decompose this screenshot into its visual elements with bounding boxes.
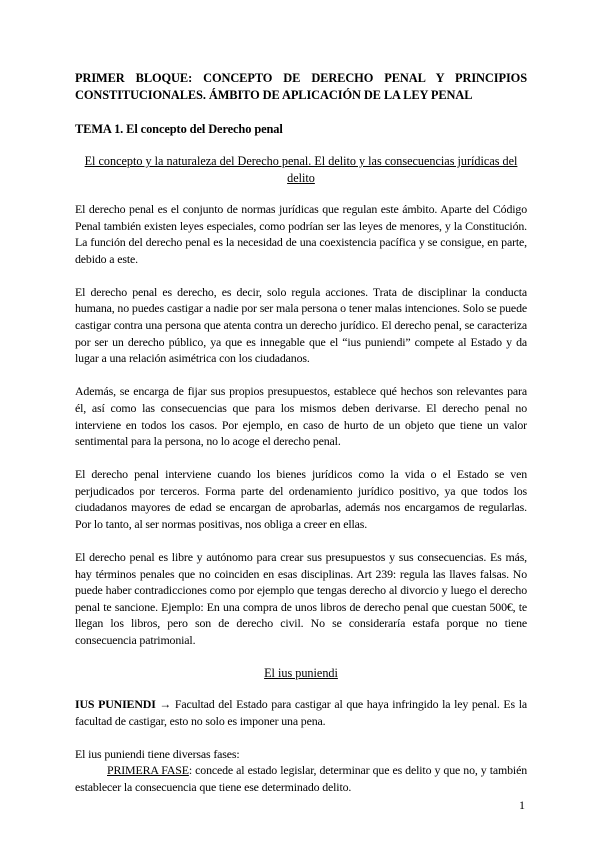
page-number: 1 xyxy=(519,798,525,812)
paragraph-2: El derecho penal es derecho, es decir, solo regula acciones. Trata de disciplinar la conducta humana, no puedes castigar a nadie por ser mala persona o tener malas intenciones. Solo se puede castigar contra una persona que atenta contra un derecho jurídico. El derecho penal, se caracteriza por ser un derecho público, ya que es innegable que el “ius puniendi” compete al Estado y da lugar a una relación asimétrica con los ciudadanos. xyxy=(75,284,527,366)
document-page xyxy=(75,70,527,796)
section-heading-concepto: El concepto y la naturaleza del Derecho penal. El delito y las consecuencias jurídicas del delito xyxy=(84,154,518,185)
paragraph-1: El derecho penal es el conjunto de normas jurídicas que regulan este ámbito. Aparte del Código Penal también existen leyes especiales, como podrían ser las leyes de menores, y la Constitución. La función del derecho penal es la necesidad de una coexistencia pacífica y se consigue, en parte, debido a este. xyxy=(75,202,527,266)
phase-1-text: : concede al estado legislar, determinar que es delito y que no, y también establecer la consecuencia que tiene ese determinado delito. xyxy=(75,763,527,795)
paragraph-3: Además, se encarga de fijar sus propios presupuestos, establece qué hechos son relevantes para él, así como las consecuencias que para los mismos deben derivarse. El derecho penal no interviene en todos los casos. Por ejemplo, en caso de hurto de un objeto que tiene un valor sentimental para la persona, no lo acoge el derecho penal. xyxy=(75,384,527,449)
ius-puniendi-text: → Facultad del Estado para castigar al que haya infringido la ley penal. Es la facultad de castigar, esto no solo es imponer una pena. xyxy=(75,697,527,728)
tema-title: TEMA 1. El concepto del Derecho penal xyxy=(75,122,283,136)
phase-1-label: PRIMERA FASE xyxy=(107,763,189,778)
ius-puniendi-term: IUS PUNIENDI xyxy=(75,697,156,712)
paragraph-5: El derecho penal es libre y autónomo para crear sus presupuestos y sus consecuencias. Es más, hay términos penales que no coinciden en esas disciplinas. Art 239: regula las llaves falsas. No puede haber contradicciones como por ejemplo que tengas derecho al divorcio y luego el derecho penal te sancione. Ejemplo: En una compra de unos libros de derecho penal que cuestan 500€, te llegan los libros, pero son de derecho civil. No se consideraría estafa porque no tiene consecuencia patrimonial. xyxy=(75,550,527,648)
ius-puniendi-definition xyxy=(75,696,527,729)
phases-intro: El ius puniendi tiene diversas fases: xyxy=(75,746,240,761)
paragraph-4: El derecho penal interviene cuando los bienes jurídicos como la vida o el Estado se ven perjudicados por terceros. Forma parte del ordenamiento jurídico positivo, ya que todos los ciudadanos mayores de edad se encargan de aprobarlas, además nos encargamos de regularlas. Por lo tanto, al ser normas positivas, nos obliga a creer en ellas. xyxy=(75,467,527,531)
phase-1 xyxy=(75,762,527,795)
section-heading-ius-puniendi: El ius puniendi xyxy=(264,665,338,680)
block-title: PRIMER BLOQUE: CONCEPTO DE DERECHO PENAL Y PRINCIPIOS CONSTITUCIONALES. ÁMBITO DE APLICACIÓN DE LA LEY PENAL xyxy=(75,71,527,102)
